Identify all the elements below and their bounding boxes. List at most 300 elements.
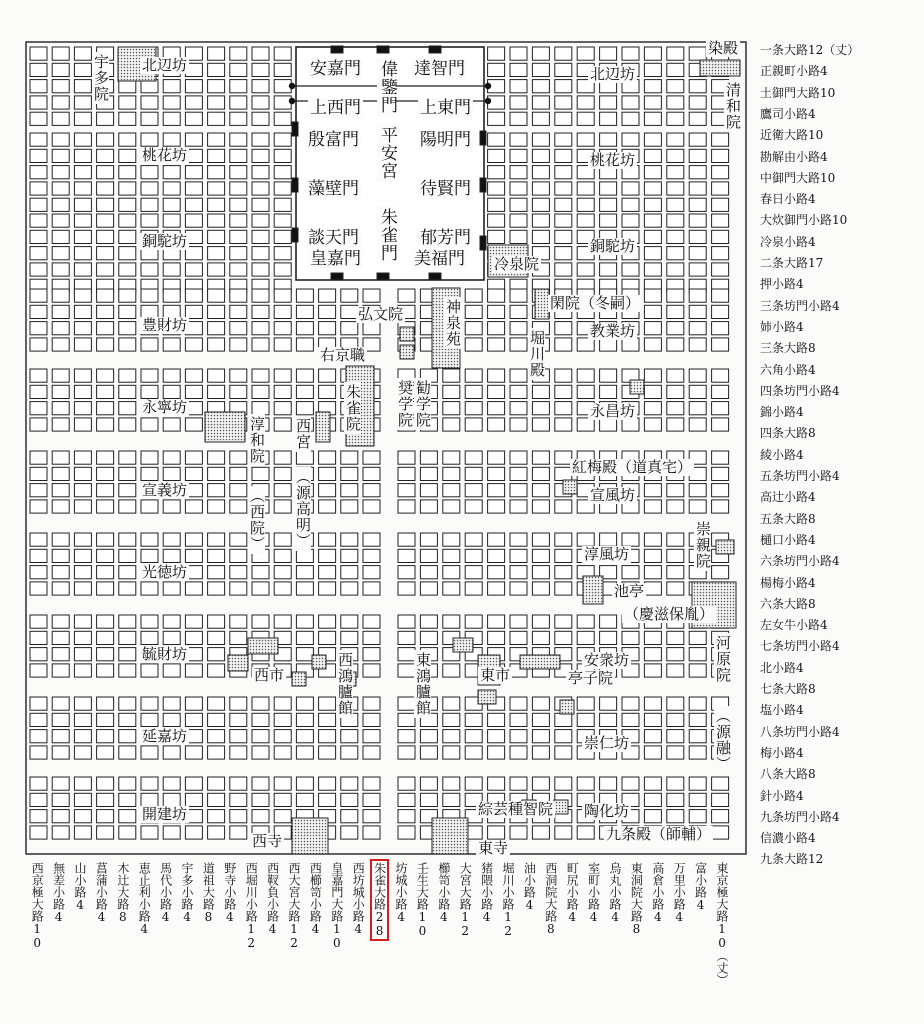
city-block — [119, 112, 136, 125]
city-block — [667, 322, 684, 335]
city-block — [712, 418, 729, 431]
city-block — [667, 112, 684, 125]
city-block — [252, 566, 269, 579]
city-block — [510, 549, 527, 562]
city-block — [52, 451, 69, 464]
city-block — [712, 214, 729, 227]
city-block — [74, 305, 91, 318]
city-block — [163, 664, 180, 677]
city-block — [644, 793, 661, 806]
city-block — [622, 182, 639, 195]
city-block — [420, 777, 437, 790]
city-block — [443, 777, 460, 790]
city-block — [555, 322, 572, 335]
city-block — [230, 322, 247, 335]
city-block — [341, 810, 358, 823]
city-block — [667, 713, 684, 726]
shaded-site — [716, 540, 734, 554]
city-block — [30, 338, 47, 351]
city-block — [443, 467, 460, 480]
city-block — [230, 96, 247, 109]
city-block — [97, 289, 114, 302]
site-kawara-in: 河原院 — [714, 635, 732, 683]
city-block — [230, 263, 247, 276]
city-block — [74, 697, 91, 710]
city-block — [532, 615, 549, 628]
city-block — [208, 549, 225, 562]
city-block — [208, 451, 225, 464]
palace-gate — [377, 273, 389, 280]
city-block — [689, 631, 706, 644]
city-block — [443, 369, 460, 382]
street-label-vertical: 馬代小路4 — [158, 862, 173, 924]
city-block — [510, 322, 527, 335]
city-block — [252, 47, 269, 60]
city-block — [274, 566, 291, 579]
city-block — [30, 322, 47, 335]
city-block — [230, 615, 247, 628]
city-block — [577, 96, 594, 109]
city-block — [319, 305, 336, 318]
city-block — [119, 777, 136, 790]
street-label-horizontal: 針小路4 — [760, 788, 804, 803]
city-block — [465, 746, 482, 759]
city-block — [577, 385, 594, 398]
city-block — [274, 247, 291, 260]
city-block — [119, 182, 136, 195]
city-block — [644, 96, 661, 109]
city-block — [163, 133, 180, 146]
city-block — [208, 166, 225, 179]
ward-west-2: 桃花坊 — [142, 146, 188, 164]
ward-east-6: 宣風坊 — [590, 486, 636, 504]
city-block — [398, 533, 415, 546]
city-block — [141, 418, 158, 431]
city-block — [119, 451, 136, 464]
city-block — [296, 305, 313, 318]
city-block — [532, 63, 549, 76]
city-block — [488, 322, 505, 335]
city-block — [274, 467, 291, 480]
city-block — [274, 305, 291, 318]
street-label-horizontal: 押小路4 — [760, 277, 804, 292]
palace-gate — [480, 178, 486, 192]
city-block — [274, 63, 291, 76]
city-block — [341, 289, 358, 302]
street-label-vertical: 宇多小路4 — [180, 862, 195, 924]
city-block — [667, 810, 684, 823]
city-block — [689, 810, 706, 823]
city-block — [319, 697, 336, 710]
city-block — [667, 182, 684, 195]
city-block — [208, 484, 225, 497]
city-block — [532, 582, 549, 595]
city-block — [600, 182, 617, 195]
street-label-horizontal: 近衛大路10 — [760, 128, 824, 143]
city-block — [555, 566, 572, 579]
city-block — [644, 198, 661, 211]
city-block — [119, 793, 136, 806]
city-block — [622, 566, 639, 579]
city-block — [274, 80, 291, 93]
street-label-vertical: 朱雀大路28 — [372, 862, 387, 938]
city-block — [510, 63, 527, 76]
city-block — [30, 615, 47, 628]
city-block — [97, 198, 114, 211]
city-block — [363, 664, 380, 677]
city-block — [488, 484, 505, 497]
city-block — [97, 566, 114, 579]
city-block — [163, 166, 180, 179]
city-block — [52, 566, 69, 579]
city-block — [443, 484, 460, 497]
city-block — [532, 730, 549, 743]
city-block — [532, 533, 549, 546]
city-block — [577, 133, 594, 146]
city-block — [97, 484, 114, 497]
city-block — [97, 615, 114, 628]
city-block — [230, 338, 247, 351]
city-block — [252, 149, 269, 162]
city-block — [341, 730, 358, 743]
city-block — [532, 96, 549, 109]
gate-ikan: 偉鑒門 — [377, 60, 397, 114]
city-block — [465, 549, 482, 562]
city-block — [667, 582, 684, 595]
city-block — [252, 214, 269, 227]
city-block — [420, 615, 437, 628]
city-block — [74, 549, 91, 562]
street-label-vertical: 烏丸小路4 — [608, 862, 623, 924]
city-block — [712, 385, 729, 398]
city-block — [319, 549, 336, 562]
city-block — [319, 467, 336, 480]
city-block — [644, 63, 661, 76]
street-label-vertical: 万里小路4 — [672, 862, 687, 924]
city-block — [644, 664, 661, 677]
city-block — [274, 230, 291, 243]
city-block — [488, 289, 505, 302]
city-block — [555, 777, 572, 790]
city-block — [363, 484, 380, 497]
city-block — [52, 648, 69, 661]
palace-gate — [292, 178, 298, 192]
city-block — [52, 549, 69, 562]
street-label-horizontal: 三条坊門小路4 — [760, 298, 840, 313]
city-block — [30, 166, 47, 179]
gate-anka: 安嘉門 — [310, 59, 361, 79]
city-block — [185, 166, 202, 179]
city-block — [141, 451, 158, 464]
city-block — [74, 777, 91, 790]
city-block — [97, 369, 114, 382]
city-block — [52, 631, 69, 644]
street-label-vertical: 壬生大路10 — [415, 862, 430, 938]
city-block — [274, 369, 291, 382]
street-label-vertical: 山小路4 — [73, 862, 88, 912]
city-block — [712, 263, 729, 276]
city-block — [274, 338, 291, 351]
city-block — [488, 112, 505, 125]
city-block — [52, 214, 69, 227]
city-block — [488, 369, 505, 382]
city-block — [398, 810, 415, 823]
city-block — [465, 418, 482, 431]
city-block — [230, 533, 247, 546]
city-block — [622, 133, 639, 146]
city-block — [296, 713, 313, 726]
city-block — [667, 664, 684, 677]
city-block — [319, 730, 336, 743]
city-block — [119, 133, 136, 146]
city-block — [712, 500, 729, 513]
city-block — [644, 80, 661, 93]
city-block — [230, 467, 247, 480]
city-block — [398, 631, 415, 644]
city-block — [208, 247, 225, 260]
city-block — [230, 305, 247, 318]
city-block — [667, 47, 684, 60]
city-block — [52, 80, 69, 93]
city-block — [52, 810, 69, 823]
city-block — [555, 133, 572, 146]
city-block — [532, 777, 549, 790]
city-block — [712, 305, 729, 318]
city-block — [363, 793, 380, 806]
city-block — [398, 549, 415, 562]
street-label-vertical: 西坊城小路4 — [351, 862, 366, 936]
site-toji: 東寺 — [478, 839, 509, 857]
city-block — [622, 198, 639, 211]
city-block — [363, 533, 380, 546]
street-label-horizontal: 勘解由小路4 — [760, 149, 828, 164]
city-block — [510, 777, 527, 790]
ward-east-7: 淳風坊 — [584, 545, 630, 563]
city-block — [341, 322, 358, 335]
city-block — [119, 500, 136, 513]
city-block — [30, 149, 47, 162]
city-block — [274, 582, 291, 595]
city-block — [488, 615, 505, 628]
city-block — [532, 549, 549, 562]
city-block — [488, 533, 505, 546]
city-block — [689, 730, 706, 743]
city-block — [644, 214, 661, 227]
ward-west-8: 毓財坊 — [142, 645, 188, 663]
city-block — [30, 631, 47, 644]
city-block — [208, 289, 225, 302]
city-block — [488, 182, 505, 195]
city-block — [689, 385, 706, 398]
city-block — [274, 730, 291, 743]
street-label-vertical: 堀川小路12 — [501, 862, 516, 938]
city-block — [667, 63, 684, 76]
city-block — [52, 713, 69, 726]
city-block — [644, 182, 661, 195]
city-block — [622, 96, 639, 109]
city-block — [644, 322, 661, 335]
city-block — [622, 47, 639, 60]
city-block — [74, 263, 91, 276]
city-block — [712, 451, 729, 464]
city-block — [163, 615, 180, 628]
site-higashi-ichi: 東市 — [480, 666, 511, 684]
city-block — [510, 615, 527, 628]
city-block — [510, 338, 527, 351]
city-block — [644, 369, 661, 382]
city-block — [465, 385, 482, 398]
city-block — [555, 96, 572, 109]
city-block — [600, 47, 617, 60]
city-block — [119, 810, 136, 823]
city-block — [420, 730, 437, 743]
city-block — [667, 533, 684, 546]
city-block — [97, 305, 114, 318]
city-block — [252, 697, 269, 710]
city-block — [74, 47, 91, 60]
street-label-vertical: 東京極大路10（丈） — [715, 862, 730, 986]
city-block — [712, 322, 729, 335]
city-block — [163, 289, 180, 302]
city-block — [119, 198, 136, 211]
city-block — [163, 385, 180, 398]
city-block — [488, 63, 505, 76]
city-block — [230, 730, 247, 743]
city-block — [465, 566, 482, 579]
city-block — [465, 467, 482, 480]
city-block — [52, 582, 69, 595]
city-block — [185, 615, 202, 628]
city-block — [141, 96, 158, 109]
city-block — [208, 533, 225, 546]
city-block — [252, 793, 269, 806]
city-block — [712, 777, 729, 790]
city-block — [274, 166, 291, 179]
city-block — [52, 484, 69, 497]
shaded-site — [560, 700, 574, 714]
city-block — [689, 338, 706, 351]
site-nishi-ichi: 西市 — [254, 666, 285, 684]
city-block — [30, 385, 47, 398]
site-seiwa-in: 清和院 — [724, 82, 742, 130]
city-block — [319, 713, 336, 726]
city-block — [398, 713, 415, 726]
city-block — [667, 402, 684, 415]
city-block — [644, 746, 661, 759]
city-block — [644, 533, 661, 546]
city-block — [532, 230, 549, 243]
city-block — [97, 777, 114, 790]
city-block — [74, 664, 91, 677]
city-block — [510, 289, 527, 302]
street-label-vertical: 西京極大路10 — [30, 862, 45, 950]
city-block — [30, 230, 47, 243]
gate-post — [289, 98, 295, 104]
city-block — [30, 777, 47, 790]
ward-east-9: 崇仁坊 — [584, 734, 630, 752]
city-block — [141, 467, 158, 480]
city-block — [488, 230, 505, 243]
city-block — [141, 582, 158, 595]
city-block — [667, 418, 684, 431]
city-block — [274, 385, 291, 398]
city-block — [208, 631, 225, 644]
city-block — [252, 615, 269, 628]
city-block — [555, 826, 572, 839]
city-block — [296, 451, 313, 464]
city-block — [341, 451, 358, 464]
city-block — [296, 730, 313, 743]
city-block — [163, 777, 180, 790]
city-block — [163, 182, 180, 195]
site-higashi-korokan: 東鴻臚館 — [414, 652, 432, 716]
city-block — [30, 289, 47, 302]
city-block — [398, 826, 415, 839]
city-block — [363, 289, 380, 302]
city-block — [341, 631, 358, 644]
city-block — [119, 338, 136, 351]
city-block — [398, 484, 415, 497]
city-block — [97, 500, 114, 513]
city-block — [119, 305, 136, 318]
city-block — [644, 402, 661, 415]
city-block — [274, 793, 291, 806]
city-block — [644, 305, 661, 318]
city-block — [208, 214, 225, 227]
city-block — [622, 631, 639, 644]
city-block — [163, 631, 180, 644]
city-block — [577, 697, 594, 710]
city-block — [30, 467, 47, 480]
city-block — [465, 305, 482, 318]
city-block — [141, 112, 158, 125]
city-block — [667, 247, 684, 260]
city-block — [341, 467, 358, 480]
city-block — [398, 648, 415, 661]
city-block — [208, 47, 225, 60]
city-block — [465, 615, 482, 628]
city-block — [296, 648, 313, 661]
site-junna-in: 淳和院 — [248, 416, 266, 464]
street-label-horizontal: 二条大路17 — [760, 256, 824, 270]
city-block — [30, 451, 47, 464]
city-block — [689, 214, 706, 227]
city-block — [667, 214, 684, 227]
city-block — [208, 263, 225, 276]
city-block — [532, 149, 549, 162]
city-block — [712, 289, 729, 302]
city-block — [577, 47, 594, 60]
city-block — [465, 289, 482, 302]
city-block — [208, 182, 225, 195]
city-block — [208, 826, 225, 839]
city-block — [163, 451, 180, 464]
city-block — [230, 582, 247, 595]
city-block — [185, 80, 202, 93]
city-block — [185, 582, 202, 595]
city-block — [97, 112, 114, 125]
city-block — [141, 80, 158, 93]
city-block — [420, 533, 437, 546]
city-block — [119, 96, 136, 109]
city-block — [274, 289, 291, 302]
city-block — [30, 484, 47, 497]
city-block — [712, 402, 729, 415]
city-block — [230, 230, 247, 243]
gate-joto: 上東門 — [420, 98, 471, 118]
city-block — [644, 149, 661, 162]
city-block — [252, 166, 269, 179]
